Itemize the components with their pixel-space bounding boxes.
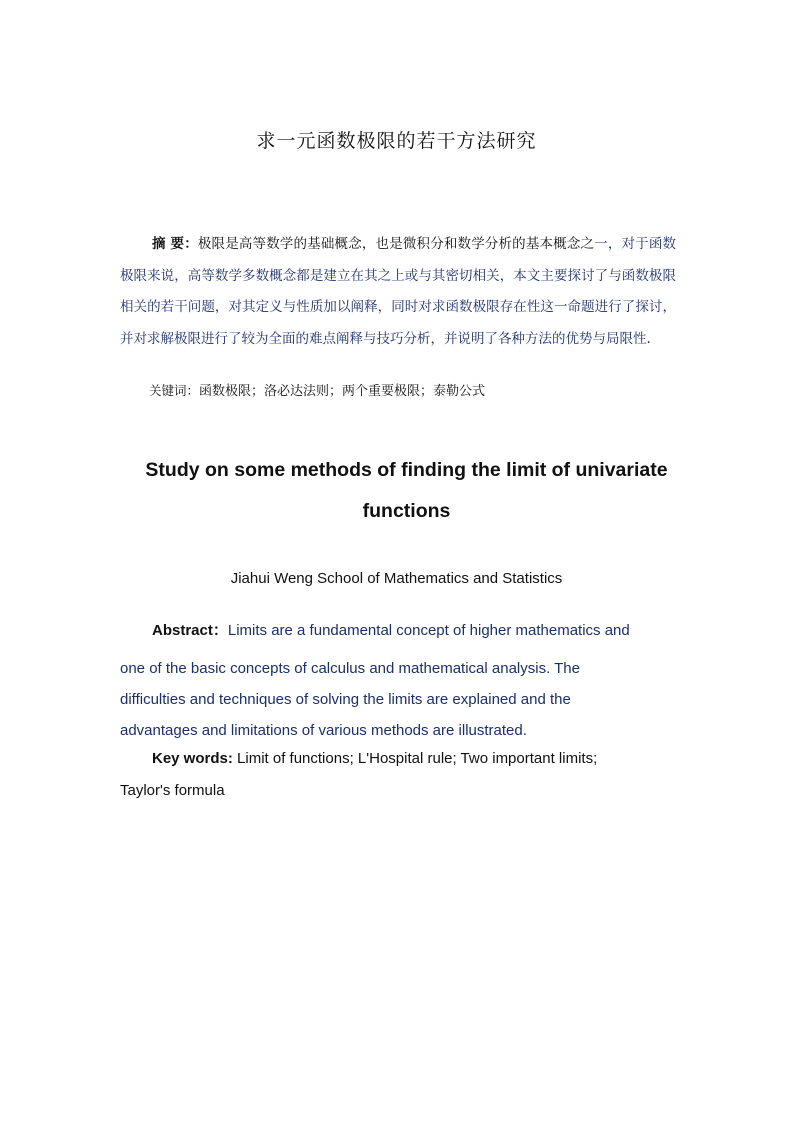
chinese-abstract-body: 一，对于函数极限来说，高等数学多数概念都是建立在其之上或与其密切相关，本文主要探讨了与函数极限相关的若干问题，对其定义与性质加以阐释，同时对求函数极限存在性这一命题进行了探讨，并对求解极限进行了较为全面的难点阐释与技巧分析，并说明了各种方法的优势与局限性.: [120, 236, 677, 347]
chinese-abstract: [120, 229, 676, 355]
english-title: Study on some methods of finding the limit of univariate functions: [145, 459, 668, 522]
english-keywords-line-1: [152, 750, 597, 767]
chinese-abstract-lead: 极限是高等数学的基础概念，也是微积分和数学分析的基本概念之: [197, 236, 595, 252]
chinese-abstract-label: 摘 要：: [152, 236, 198, 252]
english-author: Jiahui Weng School of Mathematics and Statistics: [230, 570, 563, 587]
english-abstract-line-2: one of the basic concepts of calculus and mathematical analysis. The: [120, 660, 580, 677]
english-abstract-label: Abstract：: [152, 622, 228, 639]
chinese-keywords-list: 函数极限；洛必达法则；两个重要极限；泰勒公式: [199, 384, 486, 399]
english-abstract-line-3: difficulties and techniques of solving the limits are explained and the: [120, 691, 571, 708]
english-keywords-text-1: Limit of functions; L'Hospital rule; Two important limits;: [232, 750, 598, 767]
chinese-keywords-label: 关键词：: [149, 383, 200, 398]
english-abstract-text-1: Limits are a fundamental concept of higher mathematics and: [227, 622, 630, 639]
english-keywords-label: Key words:: [152, 750, 233, 767]
english-abstract-line-1: [152, 619, 630, 640]
english-keywords-line-2: Taylor's formula: [120, 782, 225, 799]
chinese-title: 求一元函数极限的若干方法研究: [256, 130, 537, 152]
chinese-keywords: [149, 380, 689, 399]
english-abstract-line-4: advantages and limitations of various methods are illustrated.: [120, 722, 527, 739]
